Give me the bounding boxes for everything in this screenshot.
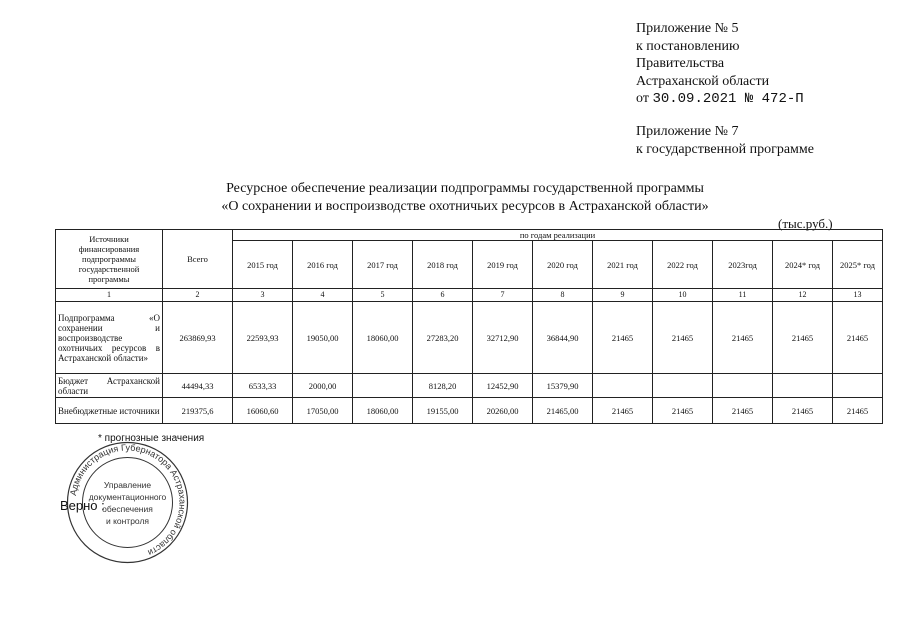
table-row-extrabudgetary [56,398,883,424]
table-cell [353,374,413,398]
footnote: * прогнозные значения [98,433,205,444]
header-year: 2015 год [233,241,293,289]
header-year: 2024* год [773,241,833,289]
table-cell: 21465 [773,302,833,374]
column-number-row [56,289,883,302]
table-cell: 16060,60 [233,398,293,424]
column-number: 2 [163,289,233,302]
annex-7-title: Приложение № 7 [636,124,739,139]
header-years-group: по годам реализации [233,230,883,241]
verno-label: Верно : [60,498,105,513]
table-cell: 21465,00 [533,398,593,424]
table-cell: 36844,90 [533,302,593,374]
column-number: 6 [413,289,473,302]
table-cell: 12452,90 [473,374,533,398]
column-number: 11 [713,289,773,302]
table-cell: 18060,00 [353,398,413,424]
table-cell: 21465 [593,302,653,374]
column-number: 7 [473,289,533,302]
column-number: 5 [353,289,413,302]
header-year: 2019 год [473,241,533,289]
annex-7-line2: к государственной программе [636,141,814,157]
table-cell: 21465 [713,398,773,424]
table-row-regional-budget [56,374,883,398]
document-title [100,180,830,216]
financing-table [55,229,883,424]
table-header-row [56,230,883,241]
column-number: 8 [533,289,593,302]
annex-7-block [636,123,814,158]
table-cell: 44494,33 [163,374,233,398]
stamp-inner-line1: Управление [103,480,152,490]
column-number: 10 [653,289,713,302]
column-number: 13 [833,289,883,302]
table-cell: 15379,90 [533,374,593,398]
column-number: 3 [233,289,293,302]
stamp-inner-line2: документационного [88,492,167,502]
header-year: 2025* год [833,241,883,289]
table-cell: 21465 [833,398,883,424]
annex-5-date-number: 30.09.2021 № 472-П [652,91,804,107]
annex-5-block [636,20,804,109]
table-cell: 27283,20 [413,302,473,374]
table-cell: 21465 [653,302,713,374]
table-cell: 21465 [593,398,653,424]
table-cell: 2000,00 [293,374,353,398]
column-number: 12 [773,289,833,302]
table-cell [593,374,653,398]
stamp-outer-text: Администрация Губернатора Астраханской области [67,442,188,558]
annex-5-title: Приложение № 5 [636,21,739,36]
header-year: 2016 год [293,241,353,289]
column-number: 4 [293,289,353,302]
header-year: 2017 год [353,241,413,289]
table-cell: 6533,33 [233,374,293,398]
row-label: Внебюджетные источники [56,398,163,424]
annex-5-line4: Астраханской области [636,73,770,89]
header-year: 2018 год [413,241,473,289]
table-cell: 19050,00 [293,302,353,374]
document-title-line2: «О сохранении и воспроизводстве охотничьих ресурсов в Астраханской области» [221,199,709,214]
row-label: Бюджет Астраханской области [56,374,163,398]
header-year: 2023год [713,241,773,289]
header-year: 2020 год [533,241,593,289]
table-cell: 263869,93 [163,302,233,374]
unit-label: (тыс.руб.) [778,216,833,231]
header-year: 2022 год [653,241,713,289]
table-cell: 22593,93 [233,302,293,374]
document-title-line1: Ресурсное обеспечение реализации подпрограммы государственной программы [226,181,704,196]
table-row-subprogram [56,302,883,374]
header-source: Источники финансирования подпрограммы государственной программы [56,230,163,289]
stamp-inner-line3: обеспечения [102,504,153,514]
table-cell [833,374,883,398]
table-cell: 21465 [653,398,713,424]
table-cell: 20260,00 [473,398,533,424]
table-cell: 32712,90 [473,302,533,374]
table-cell: 21465 [833,302,883,374]
column-number: 1 [56,289,163,302]
table-cell [773,374,833,398]
annex-5-line3: Правительства [636,56,725,71]
table-cell: 8128,20 [413,374,473,398]
annex-5-line5 [636,90,804,109]
table-cell [713,374,773,398]
table-cell: 19155,00 [413,398,473,424]
column-number: 9 [593,289,653,302]
header-year: 2021 год [593,241,653,289]
table-cell: 21465 [773,398,833,424]
annex-5-date-prefix: от [636,91,649,106]
stamp-inner-line4: и контроля [105,516,150,526]
table-cell: 18060,00 [353,302,413,374]
table-cell: 17050,00 [293,398,353,424]
table-cell: 219375,6 [163,398,233,424]
annex-5-line2: к постановлению [636,38,740,54]
row-label: Подпрограмма «О сохранении и воспроизводстве охотничьих ресурсов в Астраханской области» [56,302,163,374]
table-cell: 21465 [713,302,773,374]
table-cell [653,374,713,398]
header-total: Всего [163,230,233,289]
